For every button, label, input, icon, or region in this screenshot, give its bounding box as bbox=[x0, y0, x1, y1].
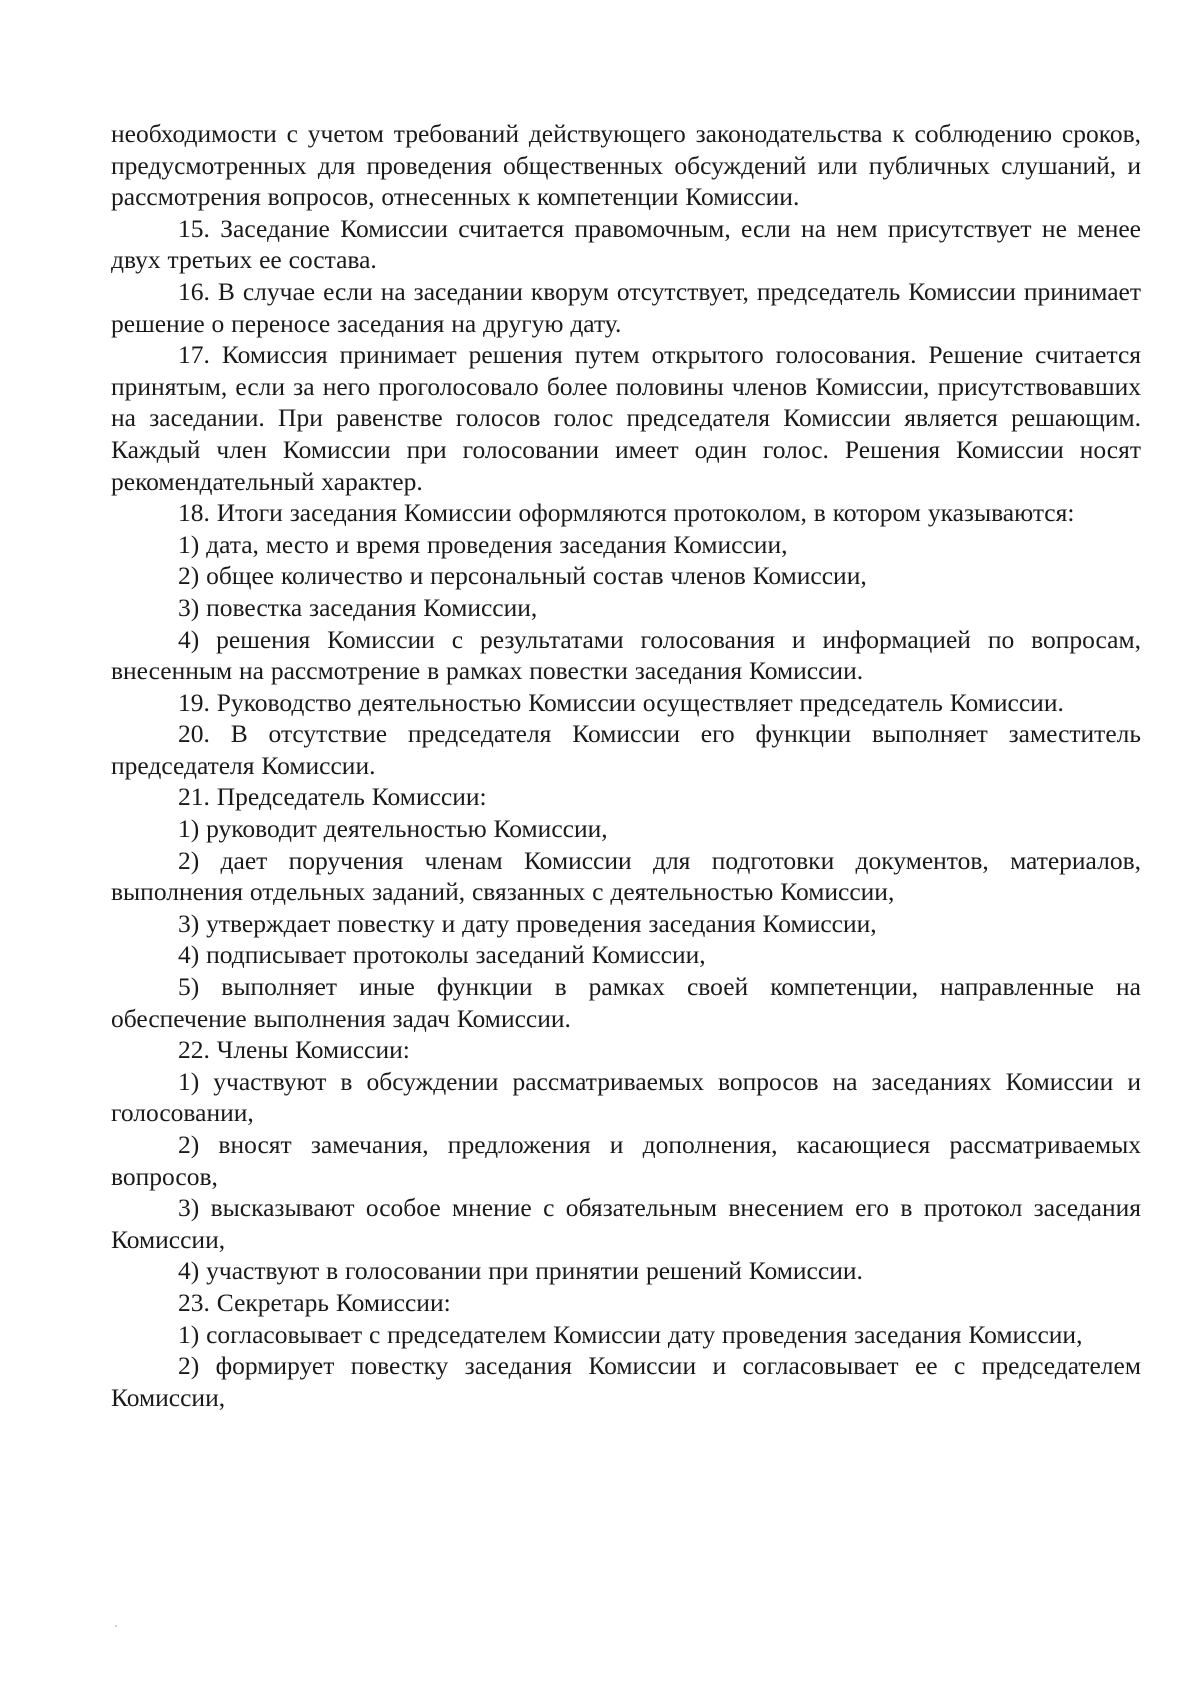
subitem-22-4: 4) участвуют в голосовании при принятии решений Комиссии. bbox=[178, 1256, 863, 1286]
document-body bbox=[111, 118, 1141, 1413]
paragraph-item-21: 21. Председатель Комиссии: bbox=[178, 782, 487, 812]
subitem-21-4: 4) подписывает протоколы заседаний Комиссии, bbox=[178, 940, 706, 970]
subitem-23-2: 2) формирует повестку заседания Комиссии и согласовывает ее с председателем Комиссии, bbox=[111, 1351, 1141, 1412]
subitem-22-3: 3) высказывают особое мнение с обязательным внесением его в протокол заседания Комиссии, bbox=[111, 1193, 1141, 1254]
subitem-18-1: 1) дата, место и время проведения заседания Комиссии, bbox=[178, 529, 788, 559]
subitem-23-1: 1) согласовывает с председателем Комиссии дату проведения заседания Комиссии, bbox=[178, 1319, 1083, 1349]
subitem-21-1: 1) руководит деятельностью Комиссии, bbox=[178, 814, 608, 844]
subitem-21-3: 3) утверждает повестку и дату проведения заседания Комиссии, bbox=[178, 908, 877, 938]
subitem-22-1: 1) участвуют в обсуждении рассматриваемых вопросов на заседаниях Комиссии и голосовании, bbox=[111, 1066, 1141, 1128]
paragraph-item-18: 18. Итоги заседания Комиссии оформляются протоколом, в котором указываются: bbox=[178, 498, 1075, 528]
subitem-18-2: 2) общее количество и персональный состав членов Комиссии, bbox=[178, 561, 867, 591]
subitem-18-3: 3) повестка заседания Комиссии, bbox=[178, 592, 538, 622]
subitem-22-2: 2) вносят замечания, предложения и дополнения, касающиеся рассматриваемых вопросов, bbox=[111, 1130, 1141, 1191]
paragraph-continuation: необходимости с учетом требований действующего законодательства к соблюдению сроков, предусмотренных для проведения общественных обсуждений или публичных слушаний, и рассмотрения вопросов, отнесенных к компетенции Комиссии. bbox=[111, 119, 1141, 212]
paragraph-item-17: 17. Комиссия принимает решения путем открытого голосования. Решение считается принятым, если за него проголосовало более половины членов Комиссии, присутствовавших на заседании. При равенстве голосов голос председателя Комиссии является решающим. Каждый член Комиссии при голосовании имеет один голос. Решения Комиссии носят рекомендательный характер. bbox=[111, 340, 1141, 496]
subitem-21-2: 2) дает поручения членам Комиссии для подготовки документов, материалов, выполнения отдельных заданий, связанных с деятельностью Комиссии, bbox=[111, 845, 1141, 907]
subitem-21-5: 5) выполняет иные функции в рамках своей компетенции, направленные на обеспечение выполнения задач Комиссии. bbox=[111, 972, 1141, 1033]
paragraph-item-20: 20. В отсутствие председателя Комиссии его функции выполняет заместитель председателя Комиссии. bbox=[111, 719, 1141, 780]
paragraph-item-16: 16. В случае если на заседании кворум отсутствует, председатель Комиссии принимает решение о переносе заседания на другую дату. bbox=[111, 276, 1141, 338]
paragraph-item-19: 19. Руководство деятельностью Комиссии осуществляет председатель Комиссии. bbox=[178, 687, 1064, 717]
scan-speck bbox=[115, 1625, 117, 1627]
subitem-18-4: 4) решения Комиссии с результатами голосования и информацией по вопросам, внесенным на рассмотрение в рамках повестки заседания Комиссии. bbox=[111, 624, 1141, 686]
paragraph-item-15: 15. Заседание Комиссии считается правомочным, если на нем присутствует не менее двух третьих ее состава. bbox=[111, 213, 1141, 275]
paragraph-item-23: 23. Секретарь Комиссии: bbox=[178, 1287, 451, 1317]
paragraph-item-22: 22. Члены Комиссии: bbox=[178, 1035, 410, 1065]
